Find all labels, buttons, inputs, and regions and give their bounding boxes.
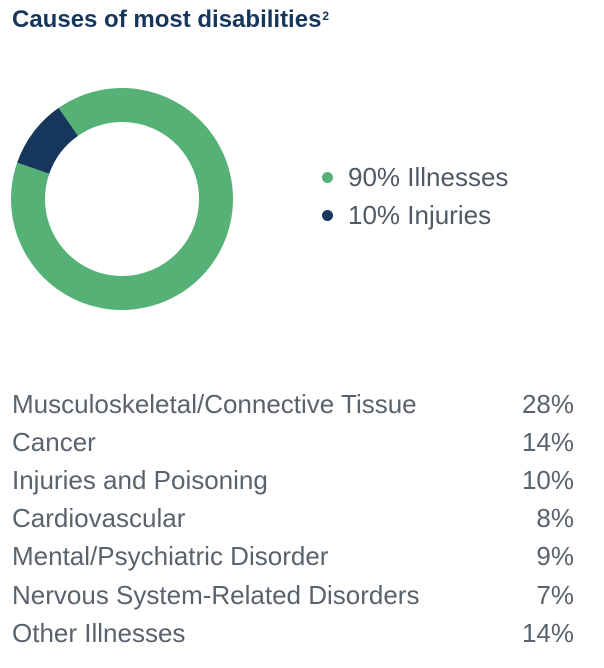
legend-item-illnesses bbox=[322, 158, 508, 196]
footnote-marker: 2 bbox=[322, 9, 330, 23]
cause-percentage: 14% bbox=[521, 426, 574, 457]
list-item bbox=[12, 500, 574, 538]
cause-percentage: 14% bbox=[521, 617, 574, 648]
cause-label: Cardiovascular bbox=[12, 503, 186, 534]
cause-label: Injuries and Poisoning bbox=[12, 464, 268, 495]
cause-percentage: 9% bbox=[536, 541, 574, 572]
cause-percentage: 28% bbox=[521, 388, 574, 419]
cause-percentage: 10% bbox=[521, 464, 574, 495]
cause-label: Other Illnesses bbox=[12, 617, 186, 648]
cause-breakdown-list bbox=[12, 385, 574, 652]
cause-label: Nervous System-Related Disorders bbox=[12, 579, 420, 610]
list-item bbox=[12, 538, 574, 576]
chart-legend bbox=[322, 158, 508, 234]
legend-dot-icon bbox=[322, 172, 333, 183]
list-item bbox=[12, 576, 574, 614]
list-item bbox=[12, 614, 574, 652]
list-item bbox=[12, 461, 574, 499]
cause-label: Musculoskeletal/Connective Tissue bbox=[12, 388, 417, 419]
legend-label: 10% Injuries bbox=[348, 199, 492, 230]
cause-label: Cancer bbox=[12, 426, 96, 457]
donut-chart bbox=[10, 87, 234, 311]
list-item bbox=[12, 385, 574, 423]
legend-label: 90% Illnesses bbox=[348, 161, 509, 192]
cause-label: Mental/Psychiatric Disorder bbox=[12, 541, 329, 572]
chart-title-text: Causes of most disabilities bbox=[12, 6, 322, 33]
cause-percentage: 8% bbox=[536, 503, 574, 534]
cause-percentage: 7% bbox=[536, 579, 574, 610]
chart-title bbox=[12, 4, 329, 36]
legend-dot-icon bbox=[322, 210, 333, 221]
list-item bbox=[12, 423, 574, 461]
legend-item-injuries bbox=[322, 196, 508, 234]
